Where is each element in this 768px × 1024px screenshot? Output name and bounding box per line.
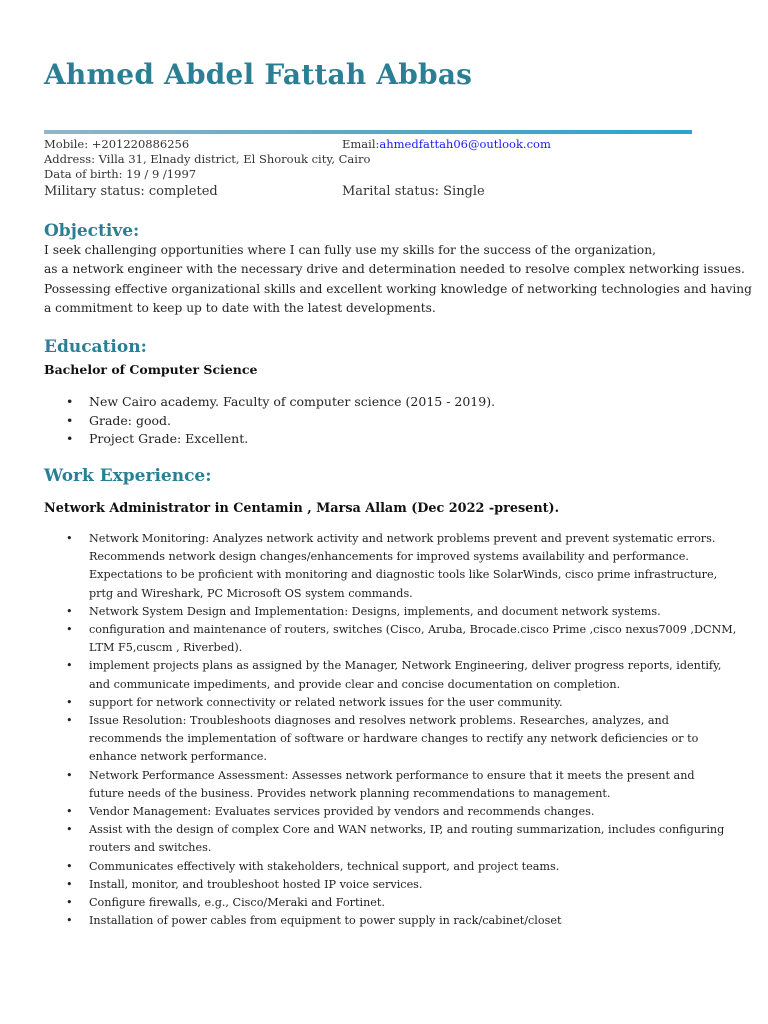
duty-text: Issue Resolution: Troubleshoots diagnoses and resolves network problems. Researches, analyzes, and	[89, 714, 669, 728]
duty-text: Network Monitoring: Analyzes network activity and network problems prevent and prevent systematic errors.	[89, 532, 716, 545]
list-item	[66, 876, 736, 894]
candidate-name: Ahmed Abdel Fattah Abbas	[44, 58, 473, 91]
duty-text: Configure firewalls, e.g., Cisco/Meraki and Fortinet.	[89, 896, 385, 910]
duty-text: routers and switches.	[89, 841, 212, 855]
duty-text: Network System Design and Implementation: Designs, implements, and document network systems.	[89, 604, 661, 618]
bullet-icon: •	[66, 805, 73, 819]
duty-text: Assist with the design of complex Core and WAN networks, IP, and routing summarization, includes configuring	[89, 823, 725, 837]
bullet-icon: •	[66, 914, 73, 928]
duty-text: Network Performance Assessment: Assesses network performance to ensure that it meets the present and	[89, 768, 695, 782]
list-item	[66, 694, 736, 712]
list-item	[66, 858, 736, 876]
list-item	[66, 821, 736, 857]
job-position: Network Administrator in Centamin , Marsa Allam (Dec 2022 -present).	[44, 501, 560, 516]
duty-text: configuration and maintenance of routers, switches (Cisco, Aruba, Brocade.cisco Prime ,cisco nexus7009 ,DCNM,	[89, 623, 737, 637]
address-text: Address: Villa 31, Elnady district, El Shorouk city, Cairo	[44, 152, 371, 166]
duty-text: enhance network performance.	[89, 750, 267, 764]
bullet-icon: •	[66, 896, 73, 910]
objective-heading: Objective:	[44, 221, 140, 241]
list-item: • Project Grade: Excellent.	[89, 430, 495, 449]
marital-status: Marital status: Single	[342, 184, 485, 199]
bullet-icon: •	[66, 714, 73, 728]
bullet-icon: •	[66, 695, 73, 709]
list-item	[66, 712, 736, 767]
email-line	[342, 137, 551, 151]
duty-text: Expectations to be proficient with monitoring and diagnostic tools like SolarWinds, cisco prime infrastructure,	[89, 568, 718, 582]
list-item: • Grade: good.	[89, 412, 495, 431]
bullet-icon: •	[66, 877, 73, 891]
education-list	[66, 393, 496, 449]
bullet-icon: •	[66, 823, 73, 837]
degree-title: Bachelor of Computer Science	[44, 362, 258, 377]
email-link[interactable]: ahmedfattah06@outlook.com	[379, 137, 551, 151]
duty-text: Install, monitor, and troubleshoot hosted IP voice services.	[89, 877, 423, 891]
bullet-icon: •	[66, 623, 73, 637]
dob-text: Data of birth: 19 / 9 /1997	[44, 167, 197, 181]
list-item: • New Cairo academy. Faculty of computer science (2015 - 2019).	[89, 393, 495, 412]
list-item	[66, 803, 736, 821]
duty-text: Communicates effectively with stakeholders, technical support, and project teams.	[89, 859, 560, 873]
objective-line: I seek challenging opportunities where I can fully use my skills for the success of the organization,	[44, 243, 656, 257]
duty-text: implement projects plans as assigned by the Manager, Network Engineering, deliver progress reports, identify,	[89, 659, 722, 673]
bullet-icon: •	[66, 412, 74, 428]
duty-text: LTM F5,cuscm , Riverbed).	[89, 641, 243, 655]
duty-text: recommends the implementation of software or hardware changes to rectify any network deficiencies or to	[89, 732, 699, 746]
objective-line: Possessing effective organizational skills and excellent working knowledge of networking technologies and having	[44, 282, 752, 296]
duty-text: Vendor Management: Evaluates services provided by vendors and recommends changes.	[89, 805, 595, 819]
duty-text: Recommends network design changes/enhancements for improved systems availability and performance.	[89, 550, 689, 564]
bullet-icon: •	[66, 431, 74, 446]
bullet-icon: •	[66, 768, 73, 782]
list-item	[66, 912, 736, 930]
list-item	[66, 767, 736, 803]
work-experience-heading: Work Experience:	[44, 466, 212, 486]
bullet-icon: •	[66, 604, 73, 618]
objective-line: a commitment to keep up to date with the latest developments.	[44, 301, 436, 315]
bullet-icon: •	[66, 394, 74, 409]
list-item	[66, 621, 737, 657]
duty-text: support for network connectivity or related network issues for the user community.	[89, 695, 563, 709]
duty-text: future needs of the business. Provides network planning recommendations to management.	[89, 786, 611, 800]
duty-text: Installation of power cables from equipment to power supply in rack/cabinet/closet	[89, 914, 562, 928]
list-item	[66, 894, 736, 912]
list-item	[66, 603, 736, 621]
list-item	[66, 657, 736, 693]
mobile-text: Mobile: +201220886256	[44, 137, 190, 151]
military-status: Military status: completed	[44, 184, 218, 199]
duty-text: prtg and Wireshark, PC Microsoft OS system commands.	[89, 586, 413, 600]
bullet-icon: •	[66, 532, 73, 545]
header-divider	[44, 130, 692, 134]
bullet-icon: •	[66, 659, 73, 673]
duty-text: and communicate impediments, and provide clear and concise documentation on completion.	[89, 677, 621, 691]
email-label: Email:	[342, 137, 380, 151]
list-item	[66, 530, 736, 603]
objective-line: as a network engineer with the necessary drive and determination needed to resolve complex networking issues.	[44, 262, 745, 276]
bullet-icon: •	[66, 859, 73, 873]
education-heading: Education:	[44, 337, 147, 357]
work-duties-list	[66, 530, 737, 930]
